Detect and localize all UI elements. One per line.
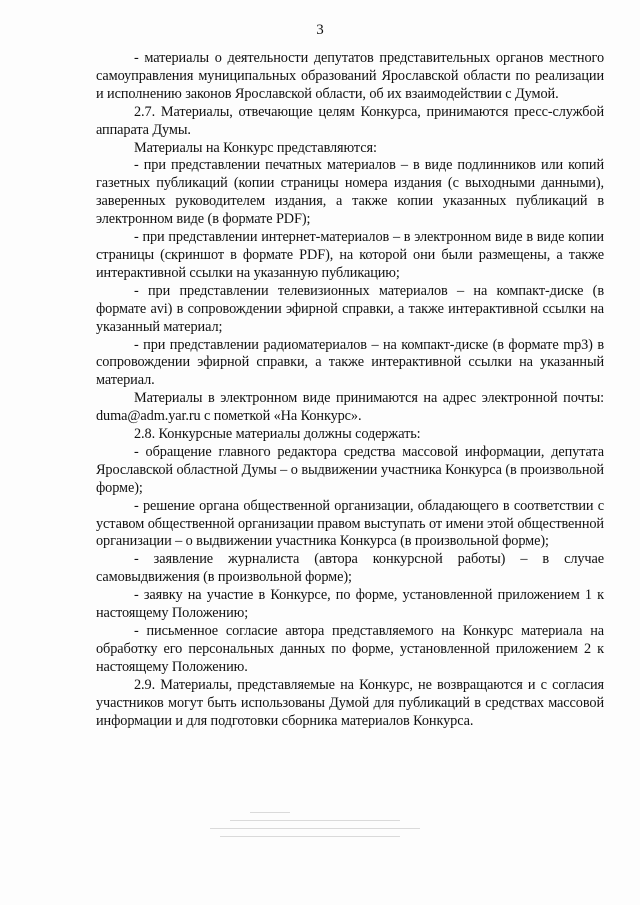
paragraph-self-nomination: - заявление журналиста (автора конкурсной работы) – в случае самовыдвижения (в произвольной форме); [96, 551, 604, 586]
paragraph-personal-data-consent: - письменное согласие автора представляемого на Конкурс материала на обработку его персональных данных по форме, установленной приложением 2 к настоящему Положению. [96, 623, 604, 675]
page-number: 3 [316, 22, 324, 38]
paragraph-tv-materials: - при представлении телевизионных материалов – на компакт-диске (в формате avi) в сопровождении эфирной справки, а также интерактивной ссылки на указанный материал; [96, 282, 604, 335]
paragraph-internet-materials: - при представлении интернет-материалов – в электронном виде в виде копии страницы (скриншот в формате PDF), на которой они были размещены, а также интерактивной ссылки на указанную публикацию; [96, 229, 604, 281]
paragraph-editor-appeal: - обращение главного редактора средства массовой информации, депутата Ярославской областной Думы – о выдвижении участника Конкурса (в произвольной форме); [96, 443, 604, 496]
paragraph-organization-decision: - решение органа общественной организации, обладающего в соответствии с уставом общественной организации правом выступать от имени этой общественной организации – о выдвижении участника Конкурса (в произвольной форме); [96, 497, 604, 550]
paragraph-radio-materials: - при представлении радиоматериалов – на компакт-диске (в формате mp3) в сопровождении эфирной справки, а также интерактивной ссылки на указанный материал. [96, 336, 604, 389]
paragraph-materials-deputies: - материалы о деятельности депутатов представительных органов местного самоуправления муниципальных образований Ярославской области по реализации и исполнению законов Ярославской области, об их взаимодействии с Думой. [96, 50, 604, 102]
paragraph-email-address: Материалы в электронном виде принимаются на адрес электронной почты: duma@adm.yar.ru с пометкой «На Конкурс». [96, 390, 604, 425]
paragraph-application-form: - заявку на участие в Конкурсе, по форме, установленной приложением 1 к настоящему Положению; [96, 587, 604, 622]
paragraph-2-7: 2.7. Материалы, отвечающие целям Конкурса, принимаются пресс-службой аппарата Думы. [96, 103, 604, 138]
faded-stamp [210, 808, 440, 848]
paragraph-print-materials: - при представлении печатных материалов – в виде подлинников или копий газетных публикаций (копии страницы номера издания (с выходными данными), заверенных руководителем издания, а также копии указанных публикаций в электронном виде (в формате PDF); [96, 157, 604, 228]
paragraph-materials-submitted: Материалы на Конкурс представляются: [134, 139, 377, 156]
paragraph-2-8: 2.8. Конкурсные материалы должны содержать: [134, 426, 421, 443]
paragraph-2-9: 2.9. Материалы, представляемые на Конкурс, не возвращаются и с согласия участников могут быть использованы Думой для публикаций в средствах массовой информации и для подготовки сборника материалов Конкурса. [96, 676, 604, 729]
document-body [96, 50, 604, 730]
